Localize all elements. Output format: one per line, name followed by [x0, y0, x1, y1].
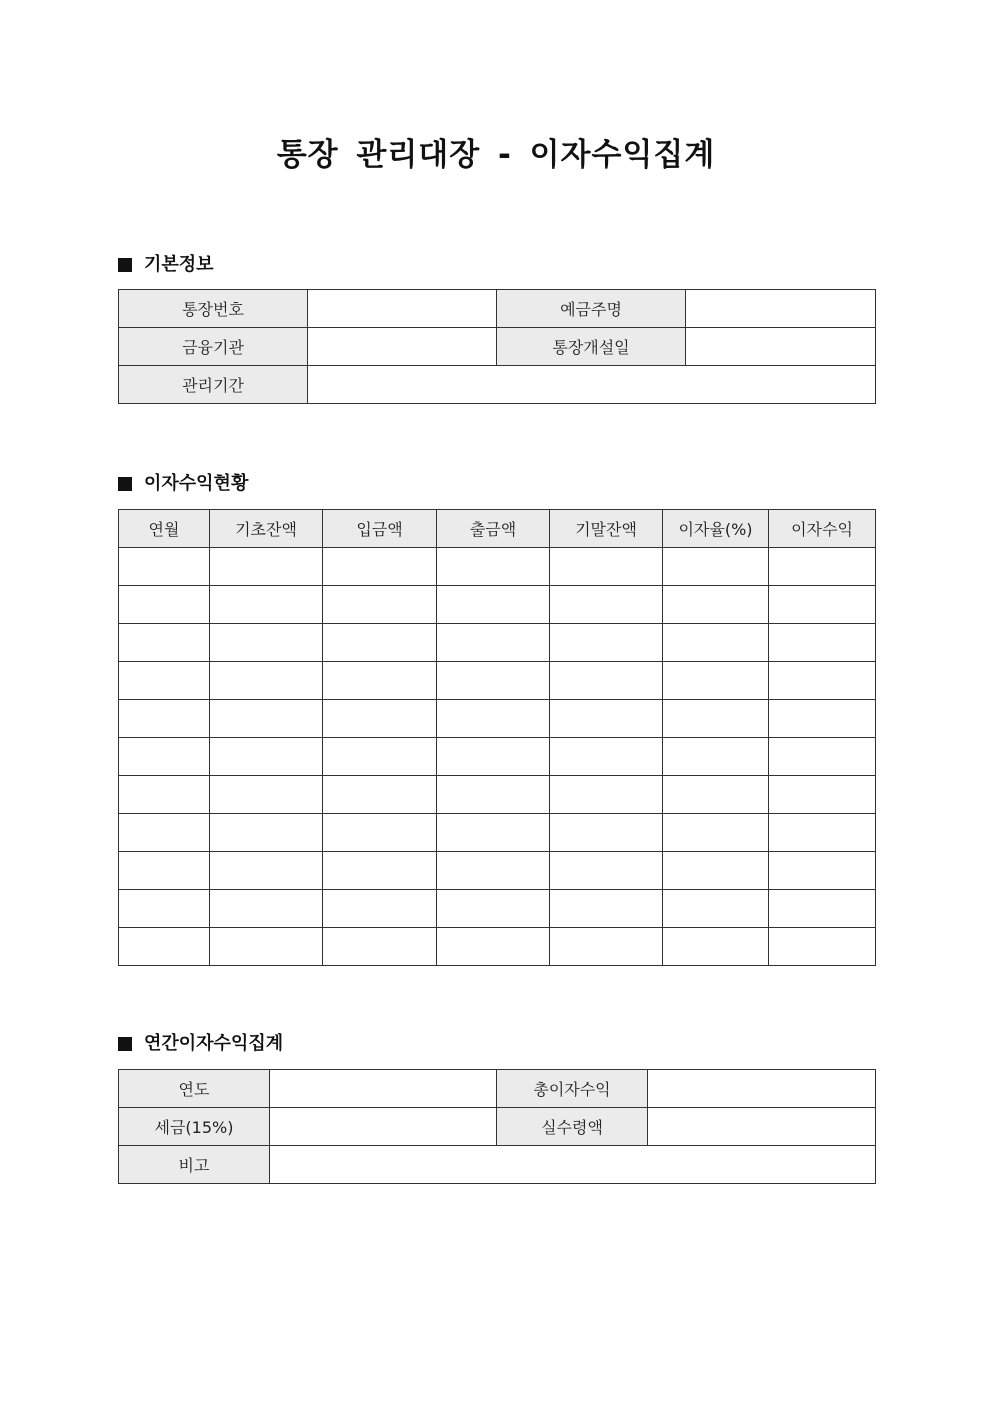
withdrawal-cell[interactable] — [437, 814, 550, 852]
label-note: 비고 — [119, 1146, 270, 1184]
interest-income-cell[interactable] — [769, 738, 876, 776]
square-bullet-icon — [118, 1037, 132, 1051]
withdrawal-cell[interactable] — [437, 548, 550, 586]
interest-rate-cell[interactable] — [663, 928, 769, 966]
tax-field[interactable] — [270, 1108, 497, 1146]
withdrawal-cell[interactable] — [437, 700, 550, 738]
deposit-cell[interactable] — [323, 586, 437, 624]
table-row — [119, 624, 876, 662]
column-header-interest-rate: 이자율(%) — [663, 510, 769, 548]
closing-balance-cell[interactable] — [550, 548, 663, 586]
column-header-year-month: 연월 — [119, 510, 210, 548]
interest-income-cell[interactable] — [769, 890, 876, 928]
withdrawal-cell[interactable] — [437, 852, 550, 890]
withdrawal-cell[interactable] — [437, 776, 550, 814]
closing-balance-cell[interactable] — [550, 738, 663, 776]
interest-status-table — [118, 509, 876, 966]
deposit-cell[interactable] — [323, 852, 437, 890]
interest-income-cell[interactable] — [769, 814, 876, 852]
year-month-cell[interactable] — [119, 624, 210, 662]
closing-balance-cell[interactable] — [550, 586, 663, 624]
square-bullet-icon — [118, 477, 132, 491]
interest-income-cell[interactable] — [769, 776, 876, 814]
total-interest-field[interactable] — [648, 1070, 876, 1108]
interest-income-cell[interactable] — [769, 928, 876, 966]
interest-income-cell[interactable] — [769, 624, 876, 662]
management-period-field[interactable] — [308, 366, 876, 404]
opening-balance-cell[interactable] — [210, 890, 323, 928]
table-row — [119, 328, 876, 366]
withdrawal-cell[interactable] — [437, 890, 550, 928]
opening-balance-cell[interactable] — [210, 738, 323, 776]
label-open-date: 통장개설일 — [497, 328, 686, 366]
account-holder-field[interactable] — [686, 290, 876, 328]
deposit-cell[interactable] — [323, 548, 437, 586]
deposit-cell[interactable] — [323, 890, 437, 928]
interest-income-cell[interactable] — [769, 662, 876, 700]
withdrawal-cell[interactable] — [437, 928, 550, 966]
interest-rate-cell[interactable] — [663, 890, 769, 928]
withdrawal-cell[interactable] — [437, 586, 550, 624]
interest-rate-cell[interactable] — [663, 814, 769, 852]
opening-balance-cell[interactable] — [210, 662, 323, 700]
column-header-opening-balance: 기초잔액 — [210, 510, 323, 548]
opening-balance-cell[interactable] — [210, 586, 323, 624]
page-title: 통장 관리대장 - 이자수익집계 — [276, 137, 716, 173]
label-tax: 세금(15%) — [119, 1108, 270, 1146]
closing-balance-cell[interactable] — [550, 776, 663, 814]
year-month-cell[interactable] — [119, 852, 210, 890]
opening-balance-cell[interactable] — [210, 928, 323, 966]
opening-balance-cell[interactable] — [210, 700, 323, 738]
opening-balance-cell[interactable] — [210, 776, 323, 814]
interest-income-cell[interactable] — [769, 700, 876, 738]
column-header-interest-income: 이자수익 — [769, 510, 876, 548]
table-row — [119, 928, 876, 966]
label-account-holder: 예금주명 — [497, 290, 686, 328]
financial-institution-field[interactable] — [308, 328, 497, 366]
interest-rate-cell[interactable] — [663, 624, 769, 662]
table-row — [119, 776, 876, 814]
interest-rate-cell[interactable] — [663, 852, 769, 890]
basic-info-table — [118, 289, 876, 404]
year-month-cell[interactable] — [119, 776, 210, 814]
interest-rate-cell[interactable] — [663, 586, 769, 624]
section-heading-label: 이자수익현황 — [144, 473, 249, 494]
note-field[interactable] — [270, 1146, 876, 1184]
section-heading-basic-info — [118, 253, 214, 277]
square-bullet-icon — [118, 258, 132, 272]
label-account-number: 통장번호 — [119, 290, 308, 328]
year-month-cell[interactable] — [119, 662, 210, 700]
section-heading-interest-status — [118, 472, 248, 496]
annual-summary-table — [118, 1069, 876, 1184]
interest-table-body — [119, 548, 876, 966]
deposit-cell[interactable] — [323, 776, 437, 814]
table-row — [119, 1146, 876, 1184]
opening-balance-cell[interactable] — [210, 814, 323, 852]
interest-rate-cell[interactable] — [663, 738, 769, 776]
label-net-amount: 실수령액 — [497, 1108, 648, 1146]
withdrawal-cell[interactable] — [437, 662, 550, 700]
closing-balance-cell[interactable] — [550, 662, 663, 700]
label-financial-institution: 금융기관 — [119, 328, 308, 366]
year-month-cell[interactable] — [119, 814, 210, 852]
interest-rate-cell[interactable] — [663, 662, 769, 700]
deposit-cell[interactable] — [323, 928, 437, 966]
deposit-cell[interactable] — [323, 814, 437, 852]
year-month-cell[interactable] — [119, 548, 210, 586]
year-field[interactable] — [270, 1070, 497, 1108]
year-month-cell[interactable] — [119, 890, 210, 928]
column-header-withdrawal: 출금액 — [437, 510, 550, 548]
interest-income-cell[interactable] — [769, 852, 876, 890]
deposit-cell[interactable] — [323, 624, 437, 662]
deposit-cell[interactable] — [323, 738, 437, 776]
label-management-period: 관리기간 — [119, 366, 308, 404]
table-row — [119, 366, 876, 404]
section-heading-annual-summary — [118, 1032, 283, 1056]
column-header-closing-balance: 기말잔액 — [550, 510, 663, 548]
table-row — [119, 290, 876, 328]
closing-balance-cell[interactable] — [550, 852, 663, 890]
table-row — [119, 548, 876, 586]
interest-income-cell[interactable] — [769, 586, 876, 624]
section-heading-label: 연간이자수익집계 — [144, 1033, 284, 1054]
table-header-row — [119, 510, 876, 548]
table-row — [119, 662, 876, 700]
deposit-cell[interactable] — [323, 700, 437, 738]
interest-rate-cell[interactable] — [663, 776, 769, 814]
interest-income-cell[interactable] — [769, 548, 876, 586]
withdrawal-cell[interactable] — [437, 624, 550, 662]
section-heading-label: 기본정보 — [144, 254, 214, 275]
table-row — [119, 738, 876, 776]
table-row — [119, 1070, 876, 1108]
closing-balance-cell[interactable] — [550, 928, 663, 966]
opening-balance-cell[interactable] — [210, 852, 323, 890]
deposit-cell[interactable] — [323, 662, 437, 700]
label-year: 연도 — [119, 1070, 270, 1108]
year-month-cell[interactable] — [119, 700, 210, 738]
label-total-interest: 총이자수익 — [497, 1070, 648, 1108]
closing-balance-cell[interactable] — [550, 700, 663, 738]
table-row — [119, 814, 876, 852]
year-month-cell[interactable] — [119, 928, 210, 966]
column-header-deposit: 입금액 — [323, 510, 437, 548]
table-row — [119, 586, 876, 624]
year-month-cell[interactable] — [119, 586, 210, 624]
opening-balance-cell[interactable] — [210, 548, 323, 586]
withdrawal-cell[interactable] — [437, 738, 550, 776]
closing-balance-cell[interactable] — [550, 890, 663, 928]
table-row — [119, 700, 876, 738]
closing-balance-cell[interactable] — [550, 814, 663, 852]
interest-rate-cell[interactable] — [663, 548, 769, 586]
opening-balance-cell[interactable] — [210, 624, 323, 662]
account-number-field[interactable] — [308, 290, 497, 328]
open-date-field[interactable] — [686, 328, 876, 366]
interest-rate-cell[interactable] — [663, 700, 769, 738]
table-row — [119, 890, 876, 928]
table-row — [119, 852, 876, 890]
table-row — [119, 1108, 876, 1146]
closing-balance-cell[interactable] — [550, 624, 663, 662]
year-month-cell[interactable] — [119, 738, 210, 776]
net-amount-field[interactable] — [648, 1108, 876, 1146]
